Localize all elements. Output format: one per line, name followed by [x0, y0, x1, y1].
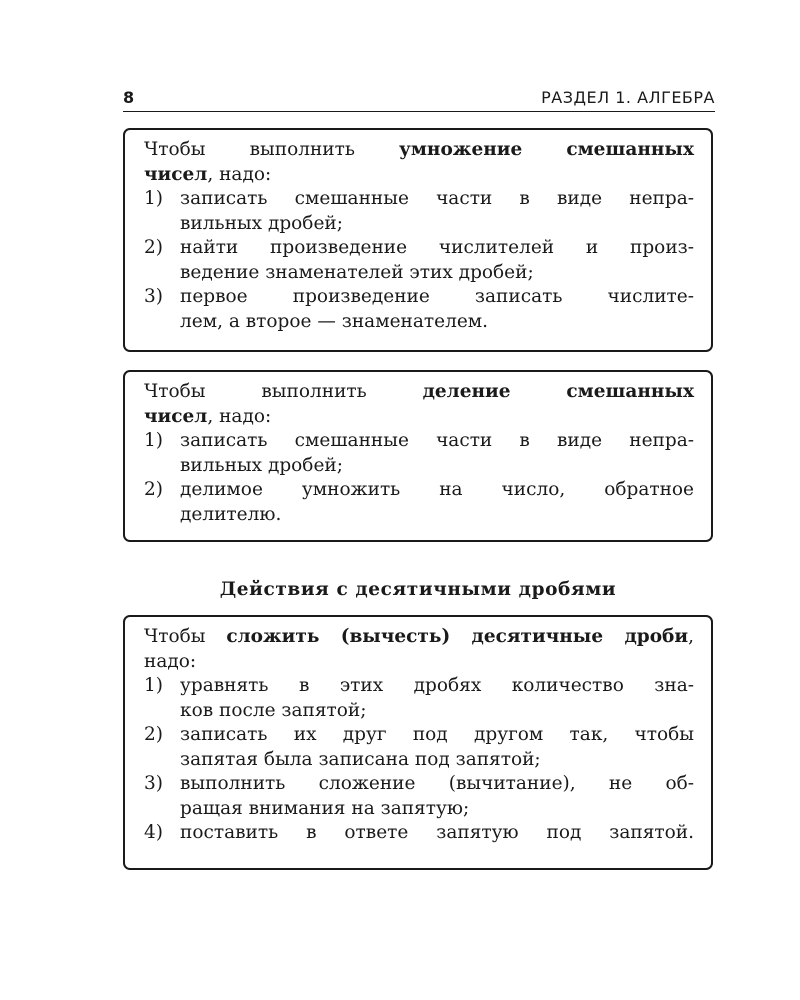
- intro-keyword-group: [226, 626, 694, 647]
- page-header: [123, 85, 715, 112]
- list-item-number: 3): [144, 286, 163, 307]
- intro-line: [144, 163, 694, 188]
- intro-keyword: сложить (вычесть) десятичные дроби: [226, 626, 689, 647]
- list-item: [144, 187, 694, 236]
- list-item-number: 1): [144, 188, 163, 209]
- rule-box-decimal-addition: [123, 615, 713, 870]
- rule-box-division: [123, 370, 713, 542]
- intro-keyword: смешанных: [566, 381, 694, 402]
- intro-line: надо:: [144, 650, 197, 672]
- intro-line: [144, 138, 694, 163]
- list-item: [144, 285, 694, 334]
- section-title: РАЗДЕЛ 1. АЛГЕБРА: [541, 88, 715, 107]
- list-item-line: найти произведение числителей и произ-: [180, 237, 694, 258]
- list-item-line: лем, а второе — знаменателем.: [180, 310, 489, 332]
- intro-keyword: чисел: [144, 163, 208, 185]
- list-item-line: уравнять в этих дробях количество зна-: [180, 675, 694, 696]
- list-item-line: записать смешанные части в виде непра-: [180, 188, 694, 209]
- list-item: [144, 723, 694, 772]
- intro-word: выполнить: [261, 381, 367, 402]
- list-item: [144, 772, 694, 821]
- intro-line: [144, 625, 694, 650]
- intro-text: , надо:: [207, 405, 272, 427]
- list-item-line: вильных дробей;: [180, 454, 343, 476]
- subheading-decimal-operations: Действия с десятичными дробями: [219, 579, 617, 600]
- list-item-line: делимое умножить на число, обратное: [180, 479, 694, 500]
- list-item-line: ков после запятой;: [180, 699, 367, 721]
- list-item-line: делителю.: [180, 503, 282, 525]
- list-item: [144, 236, 694, 285]
- list-item-line: поставить в ответе запятую под запятой.: [180, 822, 694, 843]
- intro-word: Чтобы: [144, 381, 206, 402]
- list-item-line: запятая была записана под запятой;: [180, 748, 541, 770]
- intro-line: [144, 405, 694, 430]
- intro-keyword: деление: [422, 381, 511, 402]
- list-item-line: выполнить сложение (вычитание), не об-: [180, 773, 694, 794]
- list-item-line: первое произведение записать числите-: [180, 286, 694, 307]
- list-item-line: записать их друг под другом так, чтобы: [180, 724, 694, 745]
- intro-keyword: умножение: [399, 139, 523, 160]
- rule-box-multiplication: [123, 128, 713, 352]
- list-item: [144, 429, 694, 478]
- list-item: [144, 821, 694, 846]
- list-item-number: 2): [144, 724, 163, 745]
- list-item-number: 2): [144, 479, 163, 500]
- list-item-number: 4): [144, 822, 163, 843]
- intro-text: , надо:: [207, 163, 272, 185]
- list-item-line: записать смешанные части в виде непра-: [180, 430, 694, 451]
- list-item: [144, 674, 694, 723]
- list-item-line: ращая внимания на запятую;: [180, 797, 470, 819]
- intro-punct: ,: [688, 626, 694, 647]
- list-item-line: вильных дробей;: [180, 212, 343, 234]
- list-item-number: 2): [144, 237, 163, 258]
- intro-keyword: чисел: [144, 405, 208, 427]
- intro-word: выполнить: [249, 139, 355, 160]
- intro-word: Чтобы: [144, 626, 206, 647]
- list-item-number: 1): [144, 430, 163, 451]
- list-item-number: 1): [144, 675, 163, 696]
- intro-keyword: смешанных: [566, 139, 694, 160]
- list-item-line: ведение знаменателей этих дробей;: [180, 261, 534, 283]
- list-item-number: 3): [144, 773, 163, 794]
- intro-line: [144, 380, 694, 405]
- intro-word: Чтобы: [144, 139, 206, 160]
- list-item: [144, 478, 694, 527]
- page-number: 8: [123, 88, 135, 107]
